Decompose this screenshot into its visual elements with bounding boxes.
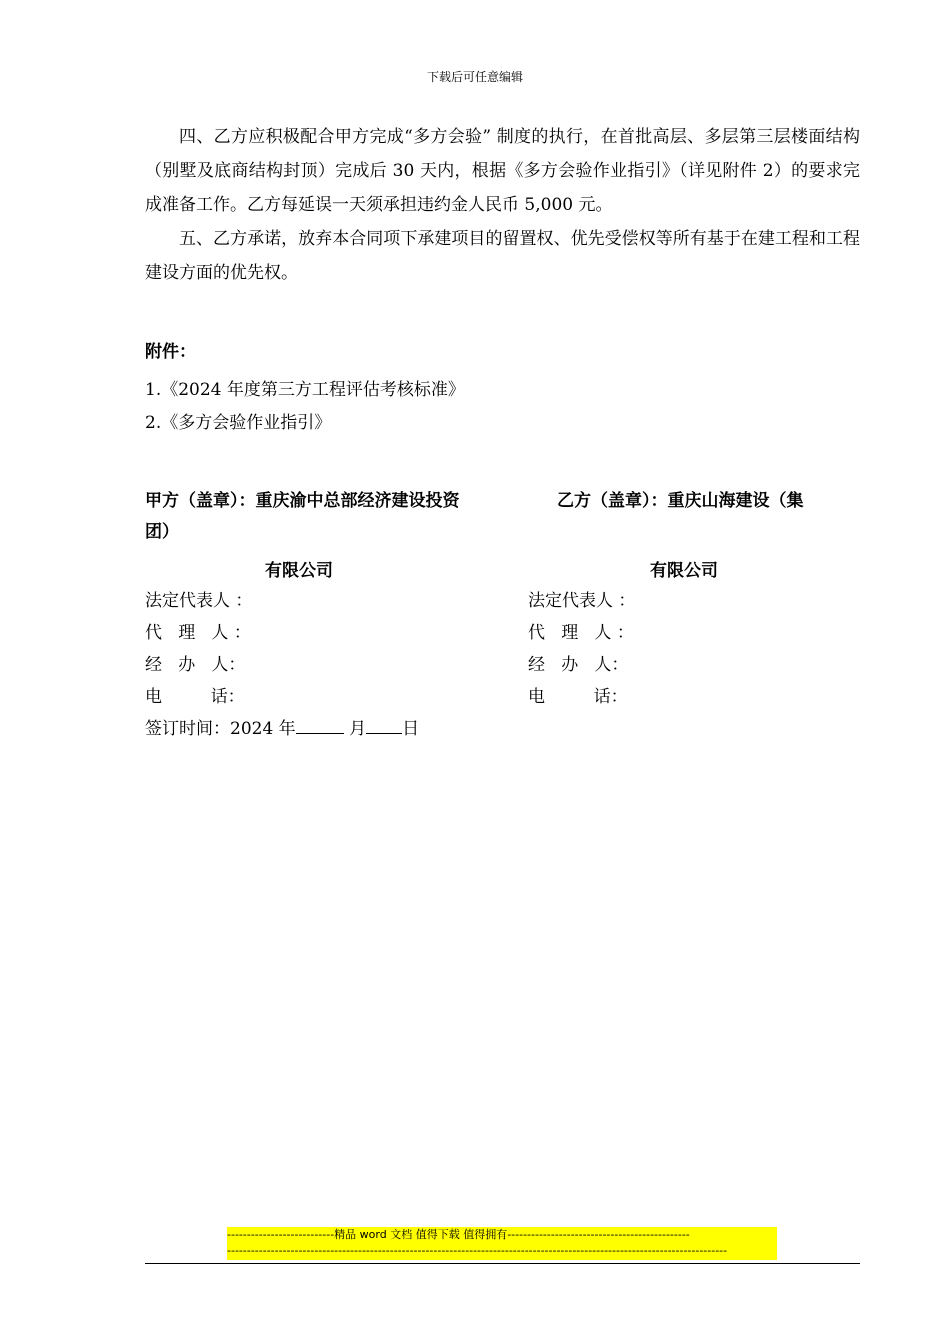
party-b-handler: 经 办 人： bbox=[528, 655, 629, 675]
attachment-item: 2.《多方会验作业指引》 bbox=[145, 413, 332, 433]
footer-banner bbox=[227, 1227, 777, 1260]
party-b-label: 乙方（盖章）：重庆山海建设（集 bbox=[557, 491, 804, 511]
attachments-title: 附件： bbox=[145, 342, 196, 362]
day-blank bbox=[366, 717, 402, 734]
contract-clauses bbox=[145, 120, 860, 290]
signing-date-day: 日 bbox=[402, 719, 420, 739]
handler-row bbox=[145, 646, 860, 678]
phone-row bbox=[145, 678, 860, 710]
month-blank bbox=[296, 717, 344, 734]
signing-date bbox=[145, 714, 419, 739]
party-row bbox=[145, 486, 860, 548]
signing-date-row bbox=[145, 710, 860, 742]
party-b-legal-representative: 法定代表人 ： bbox=[528, 591, 636, 611]
attachments-section bbox=[145, 340, 465, 440]
header-note: 下载后可任意编辑 bbox=[426, 70, 523, 84]
party-a-label: 甲方（盖章）：重庆渝中总部经济建设投资 bbox=[145, 491, 460, 511]
clause-four: 四、乙方应积极配合甲方完成“多方会验” 制度的执行，在首批高层、多层第三层楼面结构（别墅及底商结构封顶）完成后 30 天内，根据《多方会验作业指引》（详见附件 2）的要求完成准备工作。乙方每延误一天须承担违约金人民币 5,000 元。 bbox=[145, 127, 860, 215]
party-b-company-suffix: 有限公司 bbox=[650, 561, 718, 581]
party-a-legal-representative: 法定代表人 ： bbox=[145, 591, 253, 611]
party-b-phone: 电 话： bbox=[528, 687, 628, 707]
footer-banner-line: ------------------------------------------------------------------------------------------------------------------------------ bbox=[227, 1244, 728, 1257]
attachment-item: 1.《2024 年度第三方工程评估考核标准》 bbox=[145, 380, 465, 400]
party-a-agent: 代 理 人 ： bbox=[145, 623, 251, 643]
signature-section bbox=[145, 486, 860, 742]
legal-representative-row bbox=[145, 582, 860, 614]
party-a-company-suffix: 有限公司 bbox=[265, 561, 333, 581]
signing-date-month: 月 bbox=[349, 719, 367, 739]
signing-date-prefix: 签订时间：2024 年 bbox=[145, 719, 296, 739]
party-a-handler: 经 办 人： bbox=[145, 655, 246, 675]
company-row bbox=[145, 548, 860, 582]
footer-divider bbox=[145, 1263, 860, 1264]
party-b-agent: 代 理 人 ： bbox=[528, 623, 634, 643]
clause-five: 五、乙方承诺，放弃本合同项下承建项目的留置权、优先受偿权等所有基于在建工程和工程建设方面的优先权。 bbox=[145, 229, 860, 283]
agent-row bbox=[145, 614, 860, 646]
party-b-label-wrap: 团） bbox=[145, 522, 179, 542]
party-a-phone: 电 话： bbox=[145, 687, 245, 707]
footer-banner-line: ---------------------------精品 word 文档 值得下载 值得拥有---------------------------------------------- bbox=[227, 1228, 690, 1241]
